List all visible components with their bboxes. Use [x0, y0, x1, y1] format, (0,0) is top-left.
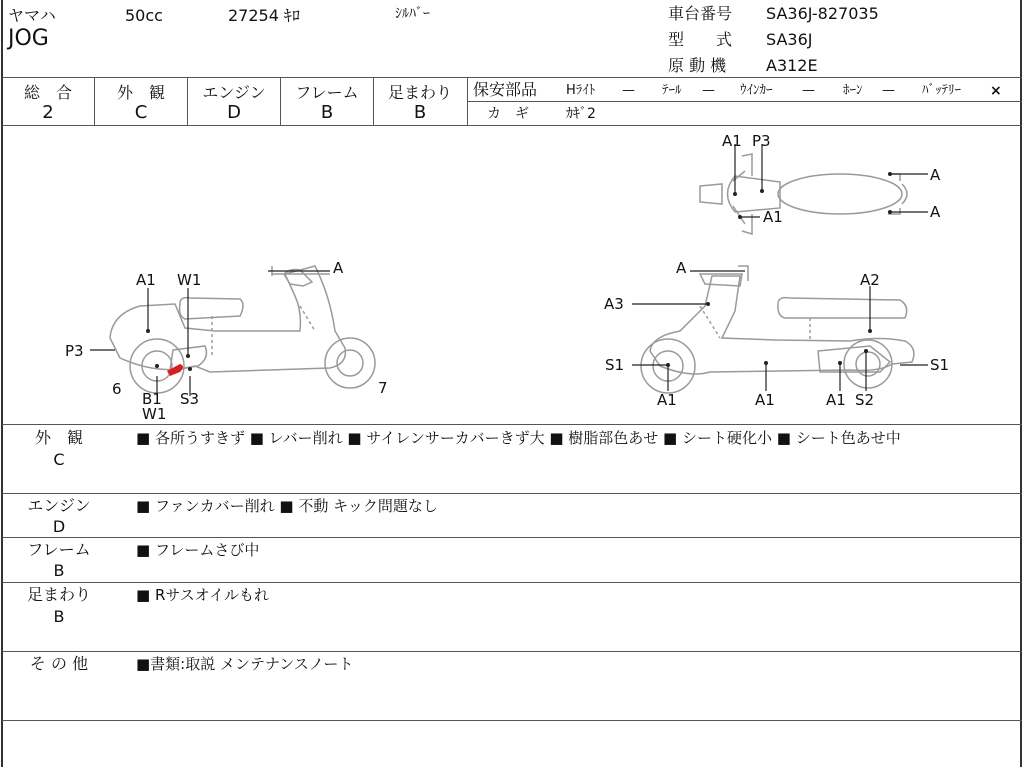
label-left-a1: A1 — [136, 271, 156, 289]
label-left-p3: P3 — [65, 342, 84, 360]
remark-exterior-text: ■ 各所うすきず ■ レバー削れ ■ サイレンサーカバーきず大 ■ 樹脂部色あせ ■ シート硬化小 ■ シート色あせ中 — [136, 429, 901, 447]
remark-engine-label: エンジン — [27, 496, 91, 515]
safety-horn-name: ﾎｰﾝ — [843, 83, 863, 98]
safety-tail-value: — — [702, 83, 715, 98]
label-right-a2: A2 — [860, 271, 880, 289]
type-value: SA36J — [766, 30, 813, 49]
divider — [468, 101, 1022, 102]
frame-no: SA36J-827035 — [766, 4, 879, 23]
safety-battery-name: ﾊﾞｯﾃﾘｰ — [922, 83, 961, 98]
safety-winker-name: ｳｲﾝｶｰ — [740, 83, 773, 98]
label-right-a1-rear: A1 — [826, 391, 846, 409]
remark-suspension-label: 足まわり — [26, 585, 91, 604]
divider — [2, 493, 1022, 494]
grade-exterior-value: C — [134, 102, 148, 123]
divider — [2, 720, 1022, 721]
grade-suspension-label: 足まわり — [387, 83, 452, 102]
remark-engine-grade: D — [52, 517, 66, 536]
color: ｼﾙﾊﾞｰ — [395, 6, 430, 22]
maker: ヤマハ — [8, 6, 56, 25]
remark-frame-text: ■ フレームさび中 — [136, 541, 260, 559]
grade-exterior-label: 外 観 — [116, 83, 165, 102]
safety-battery-value: × — [990, 83, 1002, 99]
divider — [2, 77, 1022, 78]
label-left-6: 6 — [112, 380, 122, 398]
displacement: 50cc — [125, 6, 163, 25]
safety-tail-name: ﾃｰﾙ — [662, 83, 682, 98]
label-right-s1-right: S1 — [930, 356, 950, 374]
divider — [2, 582, 1022, 583]
label-top-a1: A1 — [722, 132, 742, 150]
label-right-s1-left: S1 — [605, 356, 625, 374]
remark-suspension-text: ■ Rサスオイルもれ — [136, 586, 270, 604]
divider — [2, 537, 1022, 538]
remark-suspension-grade: B — [53, 607, 65, 626]
label-top-a-upper: A — [930, 166, 941, 184]
grade-suspension-value: B — [413, 102, 427, 123]
engine-value: A312E — [766, 56, 818, 75]
divider — [2, 651, 1022, 652]
label-left-b1: B1 — [142, 390, 162, 408]
label-right-a: A — [676, 259, 687, 277]
remark-exterior-grade: C — [53, 450, 65, 469]
label-top-a-lower: A — [930, 203, 941, 221]
damage-diagram — [0, 126, 1024, 424]
frame-no-label: 車台番号 — [668, 4, 733, 23]
safety-winker-value: — — [802, 83, 815, 98]
grade-engine-label: エンジン — [202, 83, 266, 102]
model-name: JOG — [8, 26, 49, 51]
label-left-7: 7 — [378, 379, 388, 397]
grade-overall-value: 2 — [42, 102, 54, 123]
label-top-p3: P3 — [752, 132, 771, 150]
safety-label: 保安部品 — [473, 80, 538, 99]
scooter-top-view — [700, 154, 907, 234]
remark-frame-grade: B — [53, 561, 65, 580]
safety-headlight-name: Hﾗｲﾄ — [566, 83, 596, 98]
grade-overall-label: 総 合 — [23, 83, 72, 102]
grade-frame-label: フレーム — [295, 83, 359, 102]
remark-other-text: ■書類:取説 メンテナンスノート — [136, 655, 354, 673]
label-right-s2: S2 — [855, 391, 875, 409]
grade-engine-value: D — [227, 102, 241, 123]
engine-label: 原 動 機 — [668, 56, 727, 75]
label-right-a3: A3 — [604, 295, 624, 313]
safety-horn-value: — — [882, 83, 895, 98]
key-label: カ ギ — [487, 106, 529, 122]
damage-marker-red — [167, 364, 183, 376]
remark-frame-label: フレーム — [27, 540, 91, 559]
label-left-s3: S3 — [180, 390, 200, 408]
grade-frame-value: B — [320, 102, 334, 123]
divider — [467, 77, 468, 125]
key-value: ｶｷﾞ2 — [566, 106, 596, 122]
label-left-w1: W1 — [177, 271, 202, 289]
remark-engine-text: ■ ファンカバー削れ ■ 不動 キック問題なし — [136, 497, 438, 515]
type-label: 型 式 — [668, 30, 733, 49]
mileage: 27254 ｷﾛ — [228, 6, 300, 25]
label-right-a1-front: A1 — [657, 391, 677, 409]
label-left-a: A — [333, 259, 344, 277]
remark-other-label: そ の 他 — [29, 654, 89, 673]
safety-headlight-value: — — [622, 83, 635, 98]
divider — [2, 424, 1022, 425]
remark-exterior-label: 外 観 — [34, 428, 83, 447]
label-right-a1-mid: A1 — [755, 391, 775, 409]
label-top-a1b: A1 — [763, 208, 783, 226]
label-left-w1b: W1 — [142, 405, 167, 423]
